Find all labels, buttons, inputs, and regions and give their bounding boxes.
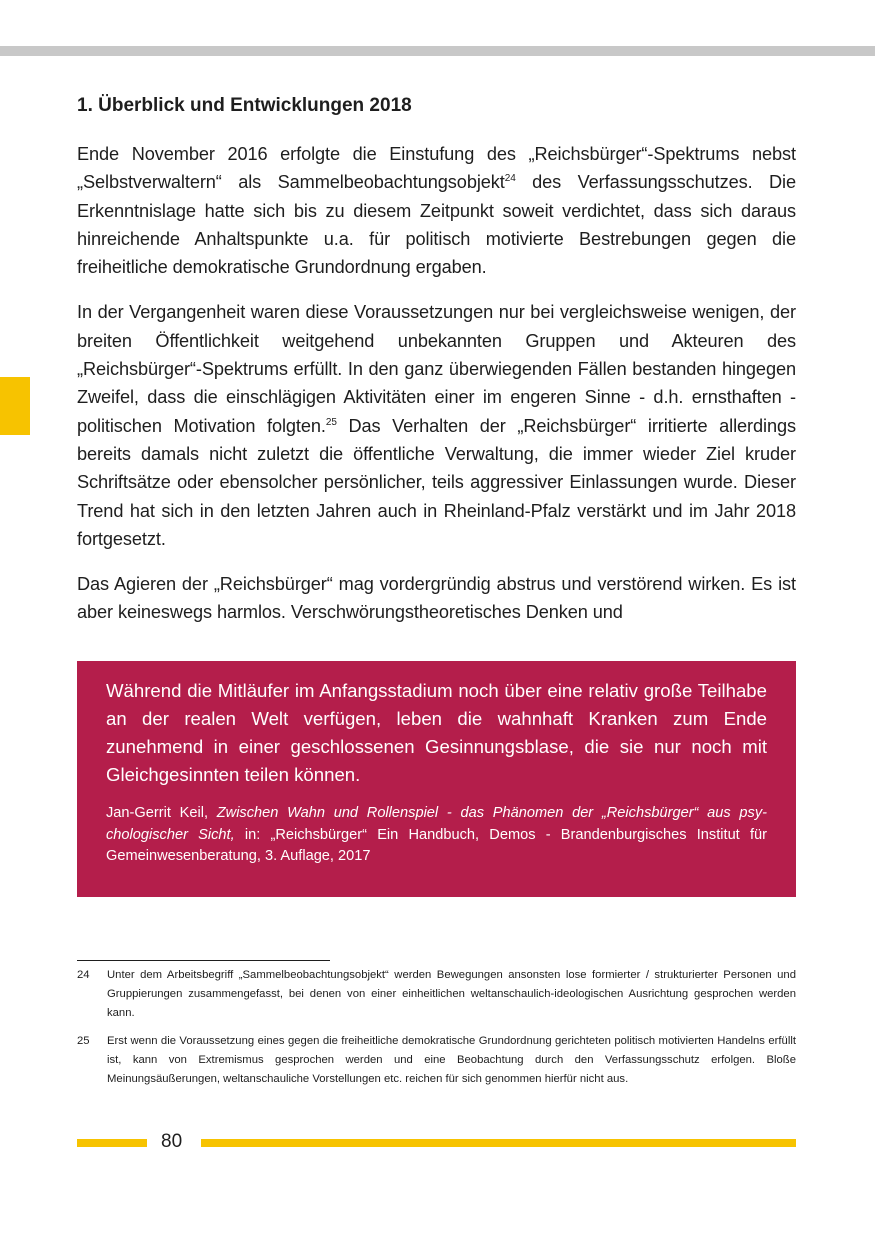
footnote-24 [77,966,796,1023]
quote-text: Während die Mitläufer im Anfangsstadium noch über eine relativ große Teilhabe an der realen Welt verfügen, leben die wahnhaft Kranken zum Ende zunehmend in einer geschlossenen Gesinnungsblase, die sie nur noch mit Gleichgesinnten teilen können. [106,680,767,785]
footnote-separator [77,960,330,961]
paragraph-3: Das Agieren der „Reichsbürger“ mag vordergründig abstrus und verstörend wirken. Es ist aber keineswegs harmlos. Verschwörungstheoretisches Denken und [77,574,796,623]
header-rule [0,46,875,56]
quote-box [77,661,796,897]
footnote-25 [77,1032,796,1089]
paragraph-2-text-a: In der Vergangenheit waren diese Voraussetzungen nur bei vergleichsweise wenigen, der breiten Öffentlichkeit weitgehend unbekannten Gruppen und Akteuren des „Reichsbürger“-Spektrums erfüllt. In den ganz überwiegenden Fällen bestanden hingegen Zweifel, dass die einschlägigen Aktivitäten einer im engeren Sinne - d.h. ernsthaften - politischen Motivation folgten. [77,302,796,436]
quote-citation [106,803,767,868]
page-number: 80 [161,1131,183,1152]
paragraph-2 [77,298,796,553]
paragraph-2-text-b: Das Verhalten der „Reichsbürger“ irritierte allerdings bereits damals nicht zuletzt die öffentliche Verwaltung, die immer wieder Ziel kruder Schriftsätze oder ebensolcher persönlicher, teils aggressiver Einlassungen wurde. Dieser Trend hat sich in den letzten Jahren auch in Rheinland-Pfalz verstärkt und im Jahr 2018 fortgesetzt. [77,415,796,549]
footnote-ref-25[interactable]: 25 [325,416,337,428]
quote-author: Jan-Gerrit Keil, [106,805,217,821]
main-content [77,92,796,644]
chapter-marker-tab [0,377,30,435]
section-heading: 1. Überblick und Entwicklungen 2018 [77,95,412,116]
footnote-text: Erst wenn die Voraussetzung eines gegen die freiheitliche demokratische Grundordnung gerichteten politisch motivierten Handelns erfüllt ist, kann von Extremismus gesprochen werden und eine Beobachtung durch den Verfassungsschutz erfolgen. Bloße Meinungsäußerungen, weltanschauliche Vorstellungen etc. reichen für sich genommen hierfür nicht aus. [107,1035,796,1085]
footnote-number: 24 [77,969,90,981]
page-footer [77,1128,796,1158]
footnote-text: Unter dem Arbeitsbegriff „Sammelbeobachtungsobjekt“ werden Bewegungen ansonsten lose formierter / strukturierter Personen und Gruppierungen zusammengefasst, bei denen von einer einheitlichen weltanschaulich-ideologischen Ausrichtung gesprochen werden kann. [107,969,796,1019]
quote-title: Zwischen Wahn und Rollenspiel - das Phänomen der „Reichsbürger“ aus psychologischer Sicht, [106,805,767,843]
paragraph-1 [77,140,796,281]
paragraph-1-text-b: des Verfassungsschutzes. Die Erkenntnislage hatte sich bis zu diesem Zeitpunkt soweit verdichtet, dass sich daraus hinreichende Anhaltspunkte u.a. für politisch motivierte Bestrebungen gegen die freiheitliche demokratische Grundordnung ergaben. [77,172,796,278]
footnote-number: 25 [77,1035,90,1047]
paragraph-1-text-a: Ende November 2016 erfolgte die Einstufung des „Reichsbürger“-Spektrums nebst „Selbstverwaltern“ als Sammelbeobachtungsobjekt [77,144,796,193]
footnote-ref-24[interactable]: 24 [504,173,516,185]
footer-bar-left [77,1139,147,1147]
quote-source: in: „Reichsbürger“ Ein Handbuch, Demos - Brandenburgisches Institut für Gemeinwesenberatung, 3. Auflage, 2017 [106,826,767,864]
footnotes [77,966,796,1098]
footer-bar-right [201,1139,796,1147]
